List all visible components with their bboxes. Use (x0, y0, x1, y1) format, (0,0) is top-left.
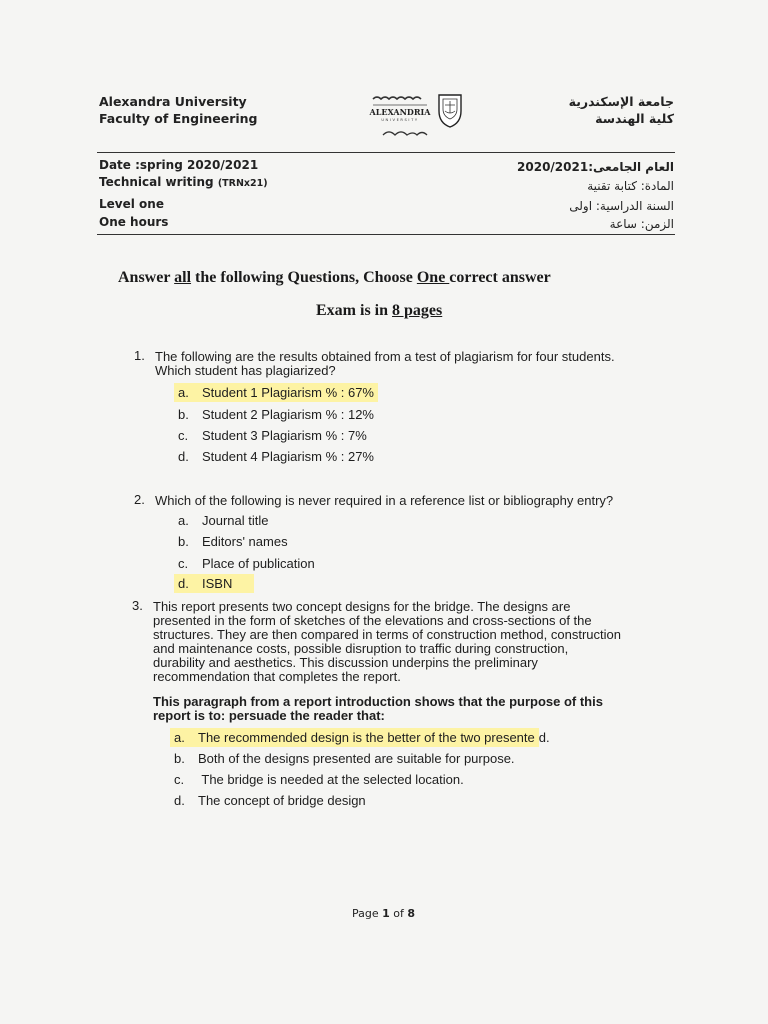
answer-option[interactable] (174, 730, 550, 745)
option-text: ISBN (202, 576, 233, 591)
header-bottom-rule (97, 234, 675, 235)
university-name-ar: جامعة الإسكندرية (568, 94, 674, 109)
answer-option[interactable] (174, 772, 464, 787)
page-count-value: 8 pages (392, 302, 443, 319)
option-text: Both of the designs presented are suitable for purpose. (198, 751, 515, 766)
university-name-en: Alexandra University (99, 94, 247, 109)
faculty-name-ar: كلية الهندسة (595, 111, 674, 126)
option-letter: a. (178, 385, 189, 400)
option-text: Journal title (202, 513, 269, 528)
option-letter: b. (174, 751, 185, 766)
answer-option[interactable] (178, 556, 315, 571)
page-of: of (389, 907, 408, 920)
instruction-part: Answer (118, 269, 175, 286)
answer-option[interactable] (178, 407, 374, 422)
level-ar: السنة الدراسية: اولى (569, 199, 674, 213)
question-number: 3. (132, 598, 143, 613)
option-text: Place of publication (202, 556, 315, 571)
option-text: The concept of bridge design (198, 793, 366, 808)
exam-duration: One hours (99, 215, 169, 229)
option-text: Student 3 Plagiarism % : 7% (202, 428, 367, 443)
answer-option[interactable] (174, 793, 366, 808)
instruction-part: the following Questions, Choose (191, 269, 417, 286)
course-code: (TRNx21) (217, 178, 268, 189)
logo-wordmark: ALEXANDRIA (369, 107, 431, 117)
option-text: Student 1 Plagiarism % : 67% (202, 385, 374, 400)
option-letter: d. (178, 449, 189, 464)
answer-option[interactable] (178, 576, 254, 591)
option-letter: c. (174, 772, 185, 787)
option-text: Student 2 Plagiarism % : 12% (202, 407, 374, 422)
option-text: The recommended design is the better of the two presente (198, 730, 535, 745)
question-prompt-line: report is to: persuade the reader that: (153, 708, 385, 723)
answer-option[interactable] (178, 513, 268, 528)
answer-option[interactable] (174, 751, 515, 766)
option-letter: b. (178, 407, 189, 422)
instruction-line (118, 269, 551, 287)
option-letter: d. (174, 793, 185, 808)
academic-year-ar: العام الجامعى:2020/2021 (517, 160, 674, 174)
page-total: 8 (407, 907, 416, 920)
page-count-part: Exam is in (316, 302, 393, 319)
instruction-one: One (416, 269, 450, 286)
option-text: Editors' names (202, 534, 288, 549)
course-name: Technical writing (99, 175, 214, 189)
question-number: 1. (134, 348, 145, 363)
header-top-rule (97, 152, 675, 153)
question-prompt-line: This paragraph from a report introduction shows that the purpose of this (153, 694, 603, 709)
university-logo (369, 93, 465, 143)
course-title (99, 175, 268, 189)
answer-option[interactable] (178, 428, 367, 443)
faculty-name-en: Faculty of Engineering (99, 111, 258, 126)
answer-option[interactable] (178, 534, 288, 549)
question-text-line: Which of the following is never required in a reference list or bibliography entry? (155, 493, 614, 508)
question-number: 2. (134, 492, 145, 507)
page-number (352, 907, 415, 920)
question-text-line: recommendation that completes the report. (153, 669, 401, 684)
course-ar: المادة: كتابة تقنية (587, 179, 674, 193)
instruction-all: all (174, 269, 192, 286)
option-text: The bridge is needed at the selected location. (198, 772, 464, 787)
option-text-rest: d. (538, 730, 550, 745)
option-letter: b. (178, 534, 189, 549)
question-text-line: Which student has plagiarized? (155, 363, 336, 378)
option-text: Student 4 Plagiarism % : 27% (202, 449, 374, 464)
question-text-line: The following are the results obtained from a test of plagiarism for four students. (155, 349, 615, 364)
answer-option[interactable] (178, 449, 374, 464)
page-current: 1 (382, 907, 390, 920)
page-label: Page (352, 907, 383, 920)
option-letter: d. (178, 576, 189, 591)
instruction-part: correct answer (449, 269, 551, 286)
exam-date: Date :spring 2020/2021 (99, 158, 259, 172)
question-text-line: and maintenance costs, possible disruption to traffic during construction, (153, 641, 569, 656)
option-letter: c. (178, 428, 189, 443)
question-text-line: structures. They are then compared in terms of construction method, construction (153, 627, 621, 642)
exam-level: Level one (99, 197, 164, 211)
question-text-line: This report presents two concept designs for the bridge. The designs are (153, 599, 571, 614)
question-text-line: presented in the form of sketches of the elevations and cross-sections of the (153, 613, 592, 628)
option-letter: a. (178, 513, 189, 528)
option-letter: a. (174, 730, 185, 745)
question-text-line: durability and aesthetics. This discussion underpins the preliminary (153, 655, 538, 670)
duration-ar: الزمن: ساعة (609, 217, 674, 231)
option-letter: c. (178, 556, 189, 571)
answer-option[interactable] (178, 385, 378, 400)
page-count-line (316, 302, 442, 320)
logo-subtext: UNIVERSITY (381, 118, 419, 122)
